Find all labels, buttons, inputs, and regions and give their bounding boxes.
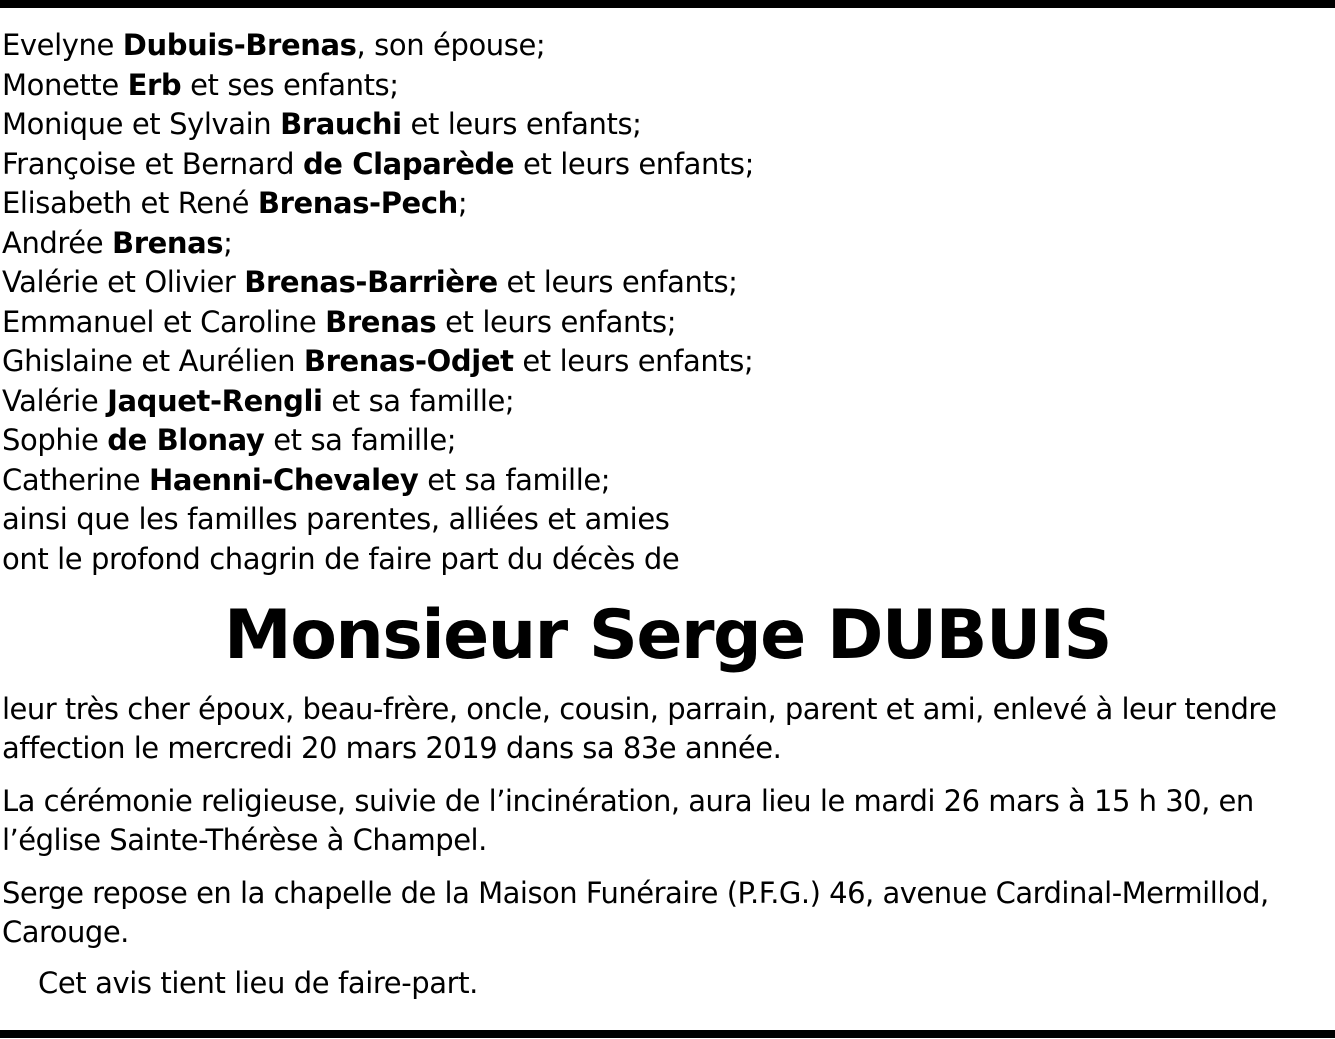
ceremony-paragraph: La cérémonie religieuse, suivie de l’incinération, aura lieu le mardi 26 mars à 15 h 30, en l’église Sainte-Thérèse à Champel. [2,784,1254,857]
mourner-line: Monette Erb et ses enfants; [2,67,399,102]
mourner-line: Ghislaine et Aurélien Brenas-Odjet et leurs enfants; [2,344,754,378]
mourner-line: Andrée Brenas; [2,225,233,260]
mourner-line: Sophie de Blonay et sa famille; [2,423,457,457]
mourner-line: Elisabeth et René Brenas-Pech; [2,186,468,220]
closing-note: Cet avis tient lieu de faire-part. [38,966,478,1000]
tribute-paragraph: leur très cher époux, beau-frère, oncle, cousin, parrain, parent et ami, enlevé à leur tendre affection le mercredi 20 mars 2019 dans sa 83e année. [2,692,1277,765]
deceased-name: Monsieur Serge DUBUIS [224,596,1111,675]
mourner-line: Monique et Sylvain Brauchi et leurs enfants; [2,107,642,141]
intro-line: ont le profond chagrin de faire part du décès de [2,541,680,576]
mourner-line: Françoise et Bernard de Claparède et leurs enfants; [2,146,754,181]
mourner-line: Valérie et Olivier Brenas-Barrière et leurs enfants; [2,265,738,299]
bottom-rule [0,1030,1335,1038]
mourners-list [2,26,1332,579]
top-rule [0,0,1335,8]
mourner-line: Evelyne Dubuis-Brenas, son épouse; [2,28,546,62]
mourner-line: Emmanuel et Caroline Brenas et leurs enfants; [2,304,677,339]
mourner-line: Valérie Jaquet-Rengli et sa famille; [2,383,515,418]
intro-line: ainsi que les familles parentes, alliées et amies [2,502,670,536]
mourner-line: Catherine Haenni-Chevaley et sa famille; [2,462,611,497]
repose-paragraph: Serge repose en la chapelle de la Maison Funéraire (P.F.G.) 46, avenue Cardinal-Mermillod, Carouge. [2,876,1269,949]
